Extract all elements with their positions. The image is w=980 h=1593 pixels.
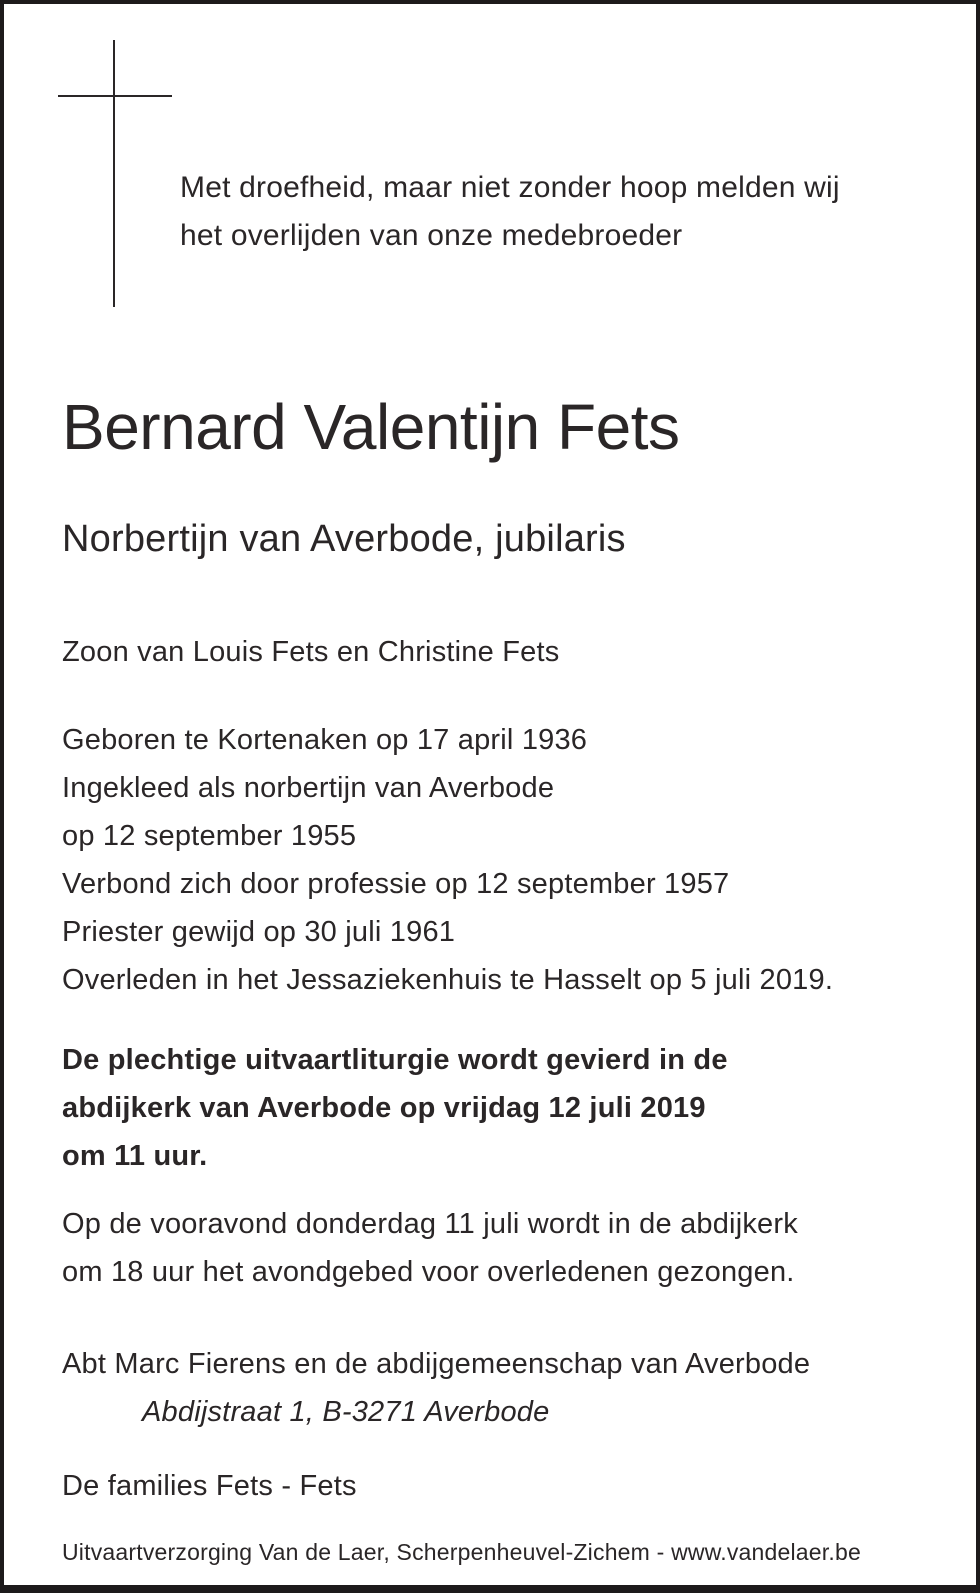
life-event-line: Priester gewijd op 30 juli 1961 [62,916,456,948]
intro-text [180,164,840,260]
abbey-community-line: Abt Marc Fierens en de abdijgemeenschap van Averbode [62,1348,811,1380]
funeral-line: abdijkerk van Averbode op vrijdag 12 juli 2019 [62,1092,706,1124]
cross-horizontal-bar [58,95,172,97]
mourners-block [62,1340,810,1436]
families-line: De families Fets - Fets [62,1470,357,1502]
family-of-origin-line: Zoon van Louis Fets en Christine Fets [62,636,560,668]
deceased-name: Bernard Valentijn Fets [62,391,680,463]
life-event-line: Ingekleed als norbertijn van Averbode [62,772,555,804]
funeral-announcement [62,1036,728,1180]
cross-vertical-bar [113,40,115,307]
life-event-line: Overleden in het Jessaziekenhuis te Hasselt op 5 juli 2019. [62,964,834,996]
life-events [62,716,833,1004]
vigil-line: Op de vooravond donderdag 11 juli wordt in de abdijkerk [62,1208,798,1240]
funeral-line: De plechtige uitvaartliturgie wordt gevierd in de [62,1044,728,1076]
abbey-address: Abdijstraat 1, B-3271 Averbode [142,1396,550,1428]
deceased-subtitle: Norbertijn van Averbode, jubilaris [62,518,626,560]
life-event-line: Verbond zich door professie op 12 september 1957 [62,868,730,900]
intro-line: het overlijden van onze medebroeder [180,219,683,252]
vigil-announcement [62,1200,798,1296]
life-event-line: Geboren te Kortenaken op 17 april 1936 [62,724,588,756]
funeral-home-credit: Uitvaartverzorging Van de Laer, Scherpenheuvel-Zichem - www.vandelaer.be [62,1539,861,1565]
vigil-line: om 18 uur het avondgebed voor overledenen gezongen. [62,1256,795,1288]
intro-line: Met droefheid, maar niet zonder hoop melden wij [180,171,840,204]
funeral-line: om 11 uur. [62,1140,208,1172]
life-event-line: op 12 september 1955 [62,820,357,852]
